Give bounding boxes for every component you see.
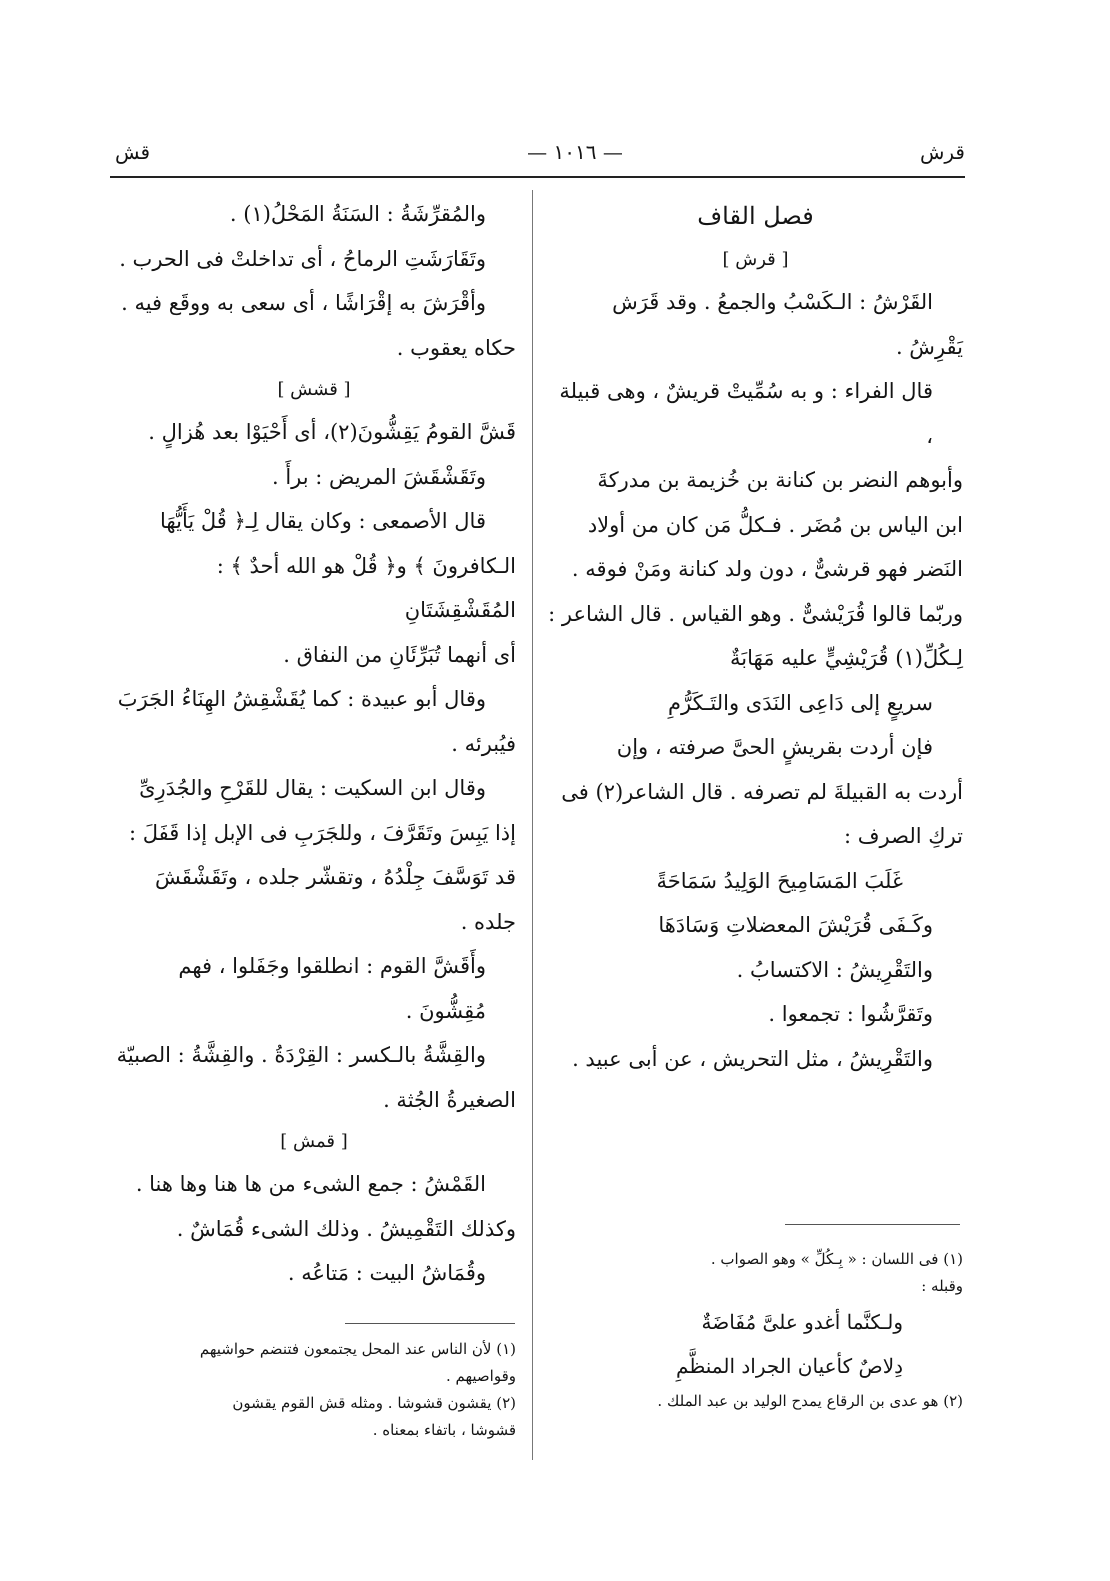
entry-head-qarsh: [ قرش ] [722, 249, 789, 270]
text-line: تركِ الصرف : [844, 824, 963, 848]
left-column [112, 192, 516, 1296]
verse-line: لِـكُلِّ(١) قُرَيْشِيٍّ عليه مَهَابَةٌ [730, 646, 963, 670]
footnote-2: (٢) يقشون قشوشا . ومثله قش القوم يقشون [232, 1394, 516, 1412]
footnote-verse: دِلاصٌ كأعيان الجراد المنظَّمِ [676, 1354, 903, 1378]
text-line: والتَقْرِيشُ ، مثل التحريش ، عن أبى عبيد . [572, 1046, 933, 1071]
text-line: إذا يَبِسَ وتَقَرَّفَ ، وللجَرَبِ فى الإبل إذا قَفَلَ : [129, 820, 516, 845]
text-line: وأَقَشَّ القوم : انطلقوا وجَفَلوا ، فهم مُقِشُّونَ . [178, 954, 486, 1023]
column-divider [532, 190, 533, 1460]
text-line: الـكافرونَ ﴾ و﴿ قُلْ هو الله أحدٌ ﴾ : المُقَشْقِشَتَانِ [216, 553, 516, 622]
section-title: فصل القاف [697, 202, 814, 230]
text-line: وتَقَشْقَشَ المريض : برأَ . [272, 464, 486, 489]
text-line: فيُبرئه . [451, 731, 516, 756]
text-line: فإن أردت بقريشٍ الحىَّ صرفته ، وإن [616, 735, 933, 759]
text-line: وتَقَارَشَتِ الرماحُ ، أى تداخلتْ فى الحرب . [119, 246, 486, 271]
text-line: وربّما قالوا قُرَيْشىٌّ . وهو القياس . قال الشاعر : [548, 601, 963, 626]
text-line: وأقْرَشَ به إقْرَاشًا ، أى سعى به ووقَع فيه . [121, 291, 486, 315]
verse-line: سريعٍ إلى دَاعِى النَدَى والتَـكَرُّمِ [668, 690, 933, 715]
text-line: والقِشَّةُ بالـكسر : القِرْدَةُ . والقِشَّةُ : الصبيّة [116, 1043, 486, 1067]
footnote-2: (٢) هو عدى بن الرقاع يمدح الوليد بن عبد الملك . [657, 1392, 963, 1410]
header-right-keyword: قرش [919, 140, 965, 164]
text-line: ابن الياس بن مُضَر . فـكلُّ مَن كان من أولاد [587, 512, 963, 537]
text-line: وكذلك التَقْمِيشُ . وذلك الشىء قُمَاشٌ . [176, 1216, 516, 1241]
text-line: يَقْرِشُ . [895, 334, 963, 359]
text-line: وقال أبو عبيدة : كما يُقَشْقِشُ الهِنَاءُ الجَرَبَ [117, 687, 486, 711]
footnote-1-cont: وقبله : [921, 1277, 963, 1295]
text-line: القَرْشُ : الـكَسْبُ والجمعُ . وقد قَرَش [612, 290, 933, 314]
page-number: — ١٠١٦ — [527, 140, 623, 164]
footnote-1-cont: وقواصيهم . [445, 1367, 516, 1385]
footnote-verse: ولـكنَّما أغدو علىَّ مُفَاضَةٌ [701, 1310, 903, 1334]
header-rule [110, 176, 965, 178]
text-line: النَضر فهو قرشىٌّ ، دون ولد كنانة ومَنْ فوقه . [571, 557, 963, 581]
text-line: القَمْشُ : جمع الشىء من ها هنا وها هنا . [135, 1172, 486, 1196]
footnote-2-cont: قشوشا ، باتفاء بمعناه . [372, 1421, 516, 1439]
text-line: الصغيرةُ الجُثة . [383, 1087, 516, 1112]
text-line: وتَقرَّشُوا : تجمعوا . [768, 1002, 933, 1026]
entry-head-qamsh: [ قمش ] [280, 1131, 348, 1152]
left-footnotes [112, 1336, 516, 1444]
text-line: حكاه يعقوب . [396, 335, 516, 360]
entry-head-qashsh: [ قشش ] [277, 379, 351, 400]
footnote-rule [785, 1224, 960, 1225]
verse-line: وكَـفَى قُرَيْشَ المعضلاتِ وَسَادَهَا [658, 913, 933, 937]
page-header [115, 140, 965, 170]
footnote-rule [345, 1323, 515, 1324]
text-line: قد تَوَسَّفَ جِلْدُهُ ، وتقشّر جلده ، وتَقَشْقَشَ جلده . [155, 865, 516, 934]
text-line: أردت به القبيلةَ لم تصرفه . قال الشاعر(٢) فى [561, 779, 963, 804]
text-line: وقال ابن السكيت : يقال للقَرْحِ والجُدَرِىِّ [139, 776, 486, 800]
text-line: والمُقرِّشَةُ : السَنَةُ المَحْلُ(١) . [229, 202, 486, 226]
text-line: والتَقْرِيشُ : الاكتسابُ . [736, 957, 933, 982]
text-line: وقُمَاشُ البيت : مَتاعُه . [287, 1261, 486, 1285]
right-footnotes [548, 1246, 963, 1415]
text-line: قال الفراء : و به سُمِّيتْ قريشٌ ، وهى قبيلة ، [559, 379, 933, 448]
text-line: أى أنهما تُبَرِّئَانِ من النفاق . [283, 642, 516, 667]
footnote-1: (١) فى اللسان : « بِـكُلِّ » وهو الصواب . [710, 1250, 963, 1268]
text-line: وأبوهم النضر بن كنانة بن خُزيمة بن مدركةَ [597, 468, 963, 492]
right-column [548, 192, 963, 1081]
footnote-1: (١) لأن الناس عند المحل يجتمعون فتنضم حواشيهم [199, 1340, 516, 1358]
header-left-keyword: قش [115, 140, 151, 164]
verse-line: غَلَبَ المَسَامِيحَ الوَلِيدُ سَمَاحَةً [656, 868, 903, 893]
text-line: قال الأصمعى : وكان يقال لِـ﴿ قُلْ يَأَيُّهَا [160, 509, 486, 533]
text-line: قَشَّ القومُ يَقِشُّونَ(٢)، أى أَحْيَوْا بعد هُزالٍ . [148, 420, 516, 444]
